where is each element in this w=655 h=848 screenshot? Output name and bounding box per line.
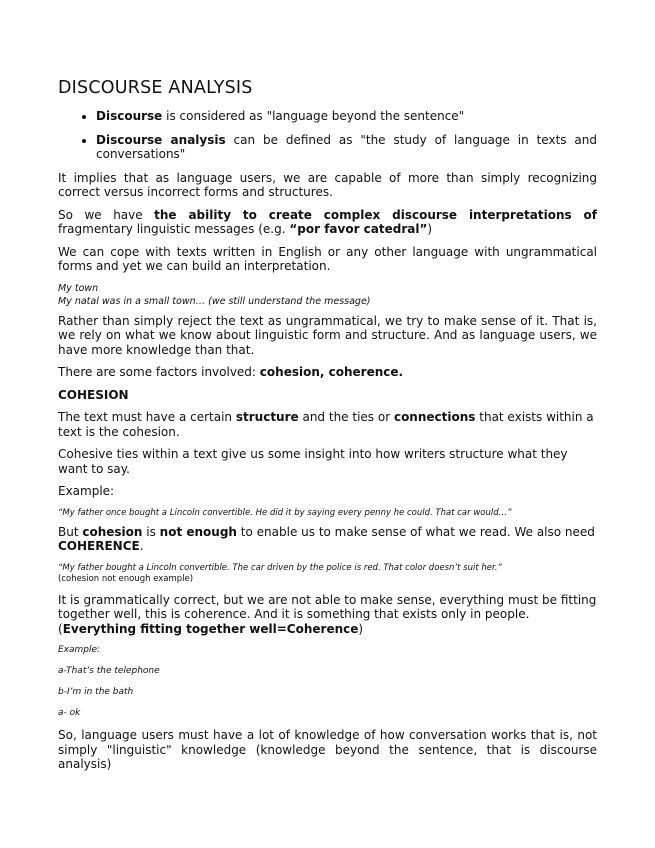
list-item [96,133,597,162]
dialogue-line: b-I’m in the bath [58,687,134,697]
bold-span: Everything fitting together well=Coherence [62,621,359,636]
text-span: It is grammatically correct, but we are not able to make sense, everything must be fitting together well, this is coherence. And it is something that exists only in people. [58,592,597,621]
example-lincoln-2: “My father bought a Lincoln convertible. The car driven by the police is red. That color doesn’t suit her.” [58,562,502,573]
bold-span: structure [235,410,299,424]
text-span: and the ties or [298,410,394,424]
bold-span: cohesion, coherence. [259,365,404,379]
paragraph-not-enough [58,525,597,554]
term-discourse: Discourse [96,109,163,123]
text-span: is [142,524,160,539]
section-heading-cohesion: COHESION [58,387,129,402]
text-span: to enable us to make sense of what we read. We also need [236,524,595,539]
paragraph-conclusion: So, language users must have a lot of knowledge of how conversation works that is, not simply "linguistic" knowledge (knowledge beyond the sentence, that is discourse analysis) [58,728,597,771]
bold-span: not enough [159,524,237,539]
text-span: ) [358,621,364,636]
paragraph-cohesive-ties: Cohesive ties within a text give us some insight into how writers structure what they want to say. [58,447,568,476]
text-span: ( [58,621,63,636]
dialogue-line: a-That’s the telephone [58,666,160,676]
text-span: fragmentary linguistic messages (e.g. [58,222,290,236]
example-my-town [58,282,597,308]
paragraph-factors [58,365,597,380]
text-span: . [139,539,144,553]
definition-text: is considered as "language beyond the sentence" [162,109,465,123]
bold-span: connections [393,410,476,424]
page-title: DISCOURSE ANALYSIS [58,78,253,98]
example-lincoln-1: “My father once bought a Lincoln convertible. He did it by saying every penny he could. That car would…” [58,507,512,518]
text-span: ) [427,222,433,236]
text-span: So we have [58,207,155,222]
example-label-2: Example: [58,645,101,655]
term-discourse-analysis: Discourse analysis [96,132,226,147]
quote-span: “por favor catedral” [289,222,428,236]
example-line: My natal was in a small town… (we still understand the message) [58,295,371,307]
dialogue-line: a- ok [58,708,81,718]
paragraph-ability [58,208,597,237]
example-label: Example: [58,484,115,498]
definition-list [58,109,597,162]
paragraph-rather: Rather than simply reject the text as ungrammatical, we try to make sense of it. That is, we rely on what we know about linguistic form and structure. And as language users, we have more knowledge than that. [58,313,597,357]
example-note: (cohesion not enough example) [58,573,194,584]
bold-span: COHERENCE [58,539,140,553]
text-span: But [58,524,83,539]
list-item [96,109,597,124]
paragraph-cope: We can cope with texts written in English or any other language with ungrammatical forms and yet we can build an interpretation. [58,244,597,273]
example-line: My town [58,282,99,294]
definition-text: can be defined as "the study of language in texts and conversations" [96,132,597,161]
paragraph-implies: It implies that as language users, we are capable of more than simply recognizing correct versus incorrect forms and structures. [58,170,597,199]
text-span: that exists within a text is the cohesion. [58,410,594,439]
text-span: There are some factors involved: [58,365,260,379]
text-span: The text must have a certain [58,410,236,424]
paragraph-structure [58,410,597,439]
bold-span: the ability to create complex discourse interpretations of [154,207,598,222]
bold-span: cohesion [82,524,143,539]
paragraph-coherence [58,593,597,637]
